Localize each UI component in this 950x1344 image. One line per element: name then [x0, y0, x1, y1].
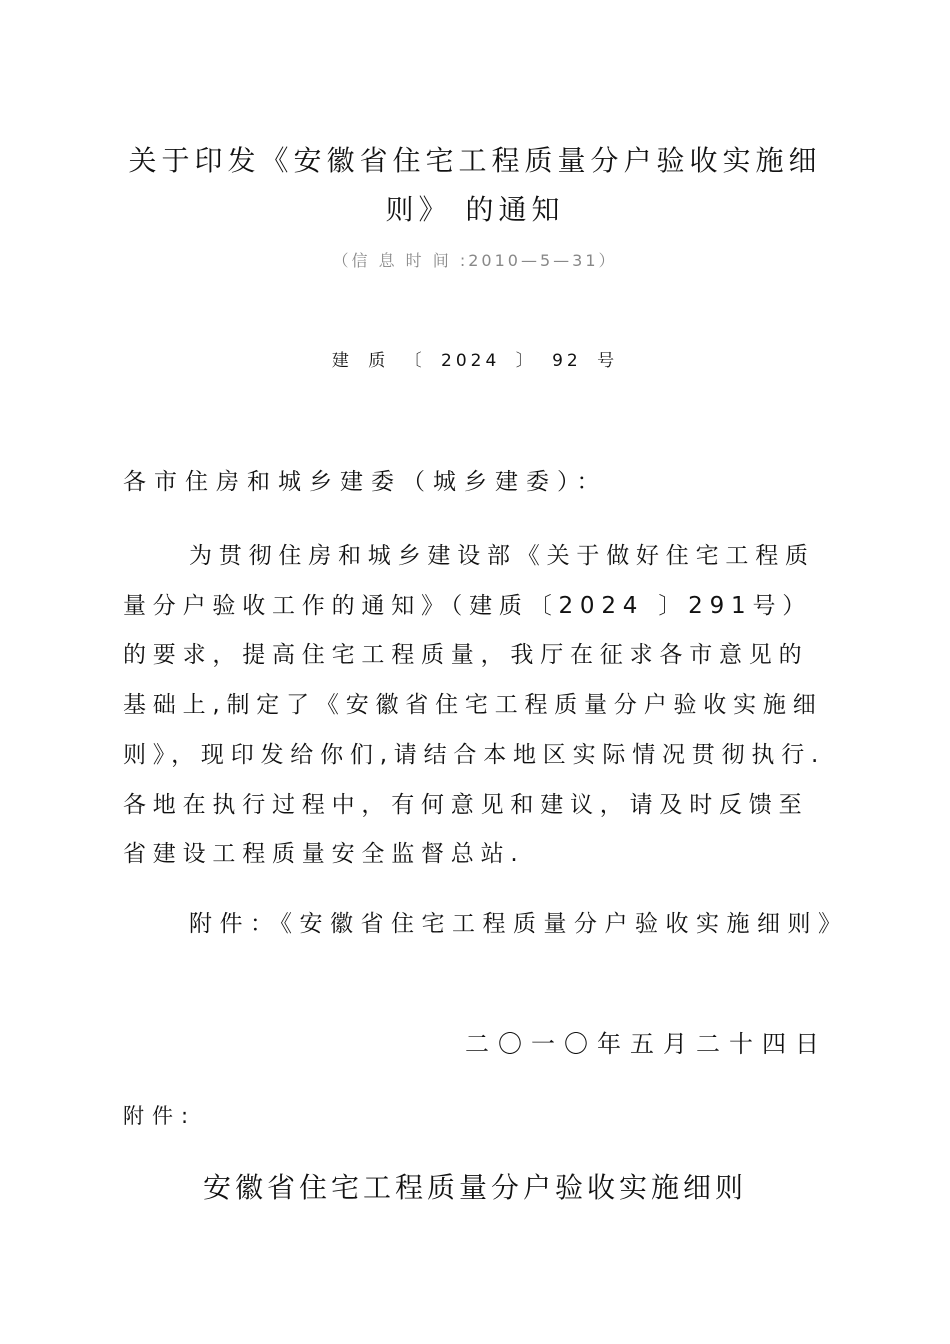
document-number: 建 质 〔 2024 〕 92 号	[331, 351, 619, 371]
salutation: 各市住房和城乡建委（城乡建委）：	[123, 469, 608, 495]
attachment-title: 安徽省住宅工程质量分户验收实施细则	[202, 1171, 747, 1204]
attachment-note: 附件：《安徽省住宅工程质量分户验收实施细则》	[189, 911, 849, 937]
document-title-line-1: 关于印发《安徽省住宅工程质量分户验收实施细	[128, 144, 822, 177]
attachment-label: 附件:	[123, 1104, 197, 1128]
body-paragraph: 为贯彻住房和城乡建设部《关于做好住宅工程质量分户验收工作的通知》（建质〔2024 〕291号）的要求，提高住宅工程质量，我厅在征求各市意见的基础上,制定了《安徽省住宅工程质量分户验收实施细则》，现印发给你们,请结合本地区实际情况贯彻执行.各地在执行过程中，有何意见和建议，请及时反馈至省建设工程质量安全监督总站.	[123, 543, 826, 868]
issue-date: 二〇一〇年五月二十四日	[465, 1030, 828, 1058]
info-time: （信 息 时 间 :2010—5—31）	[332, 251, 618, 270]
document-title-line-2: 则》 的通知	[385, 193, 565, 226]
